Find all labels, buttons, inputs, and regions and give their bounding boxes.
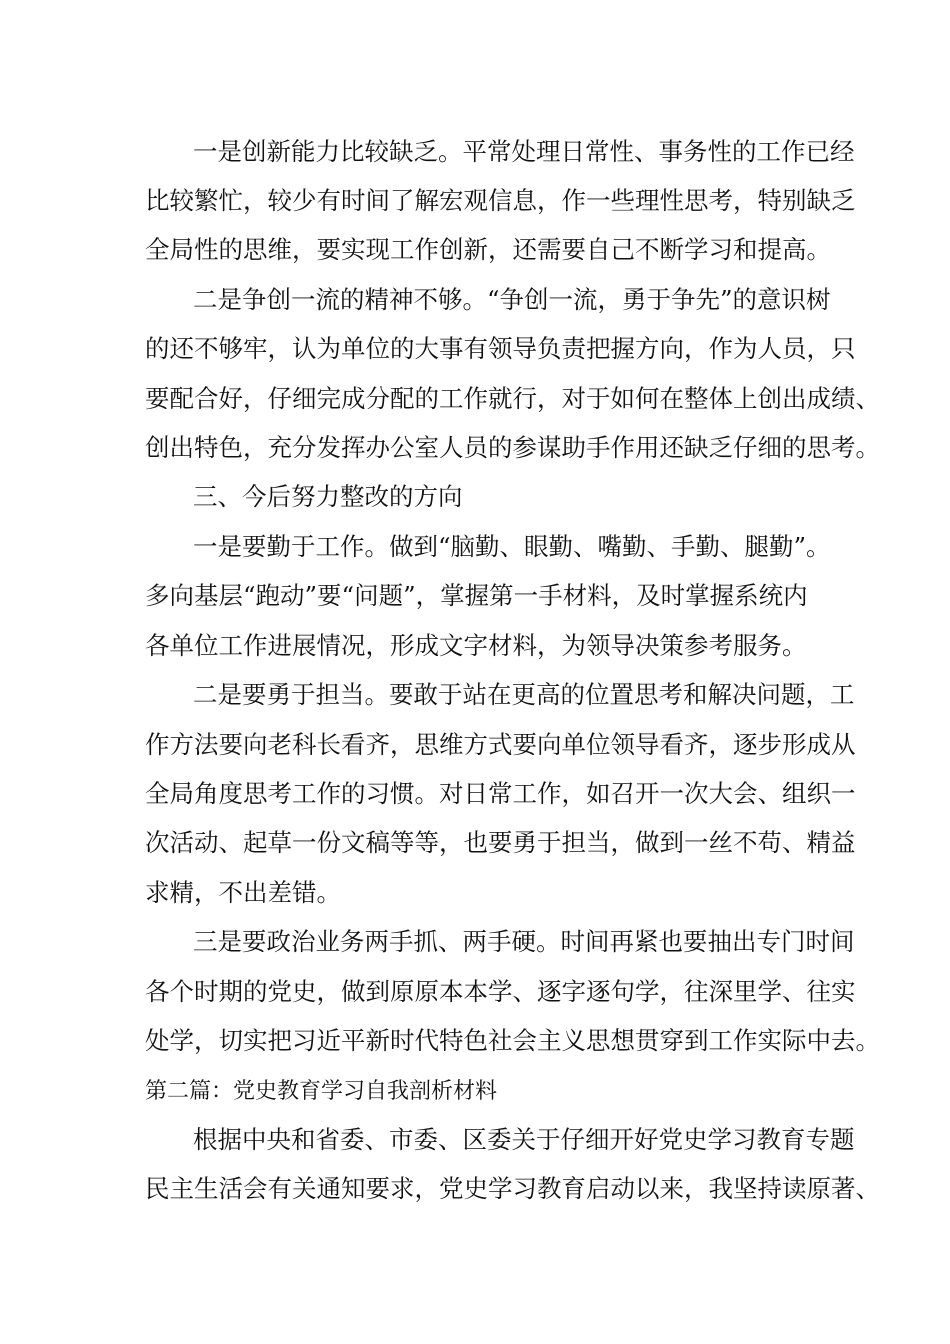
paragraph-line: 各个时期的党史，做到原原本本学、逐字逐句学，往深里学、往实 [145, 977, 856, 1006]
paragraph-line: 比较繁忙，较少有时间了解宏观信息，作一些理性思考，特别缺乏 [145, 186, 856, 215]
paragraph-line: 的还不够牢，认为单位的大事有领导负责把握方向，作为人员，只 [145, 334, 856, 363]
paragraph-line: 三是要政治业务两手抓、两手硬。时间再紧也要抽出专门时间 [193, 927, 855, 956]
paragraph-line: 根据中央和省委、市委、区委关于仔细开好党史学习教育专题 [193, 1125, 855, 1154]
paragraph-line: 全局性的思维，要实现工作创新，还需要自己不断学习和提高。 [145, 235, 831, 264]
paragraph-line: 民主生活会有关通知要求，党史学习教育启动以来，我坚持读原著、 [145, 1174, 880, 1203]
paragraph-line: 二是争创一流的精神不够。“争创一流，勇于争先”的意识树 [193, 285, 831, 314]
paragraph-line: 一是创新能力比较缺乏。平常处理日常性、事务性的工作已经 [193, 137, 855, 166]
paragraph-line: 处学，切实把习近平新时代特色社会主义思想贯穿到工作实际中去。 [145, 1026, 880, 1055]
chapter-title: 第二篇：党史教育学习自我剖析材料 [145, 1079, 498, 1104]
paragraph-line: 求精，不出差错。 [145, 878, 341, 907]
paragraph-line: 作方法要向老科长看齐，思维方式要向单位领导看齐，逐步形成从 [145, 730, 856, 759]
paragraph-line: 二是要勇于担当。要敢于站在更高的位置思考和解决问题，工 [193, 680, 855, 709]
paragraph-line: 创出特色，充分发挥办公室人员的参谋助手作用还缺乏仔细的思考。 [145, 433, 880, 462]
paragraph-line: 全局角度思考工作的习惯。对日常工作，如召开一次大会、组织一 [145, 779, 856, 808]
paragraph-line: 各单位工作进展情况，形成文字材料，为领导决策参考服务。 [145, 631, 807, 660]
section-heading: 三、今后努力整改的方向 [193, 482, 463, 511]
paragraph-line: 多向基层“跑动”要“问题”，掌握第一手材料，及时掌握系统内 [145, 581, 808, 610]
paragraph-line: 一是要勤于工作。做到“脑勤、眼勤、嘴勤、手勤、腿勤”。 [193, 532, 831, 561]
paragraph-line: 次活动、起草一份文稿等等，也要勇于担当，做到一丝不苟、精益 [145, 828, 856, 857]
paragraph-line: 要配合好，仔细完成分配的工作就行，对于如何在整体上创出成绩、 [145, 384, 880, 413]
